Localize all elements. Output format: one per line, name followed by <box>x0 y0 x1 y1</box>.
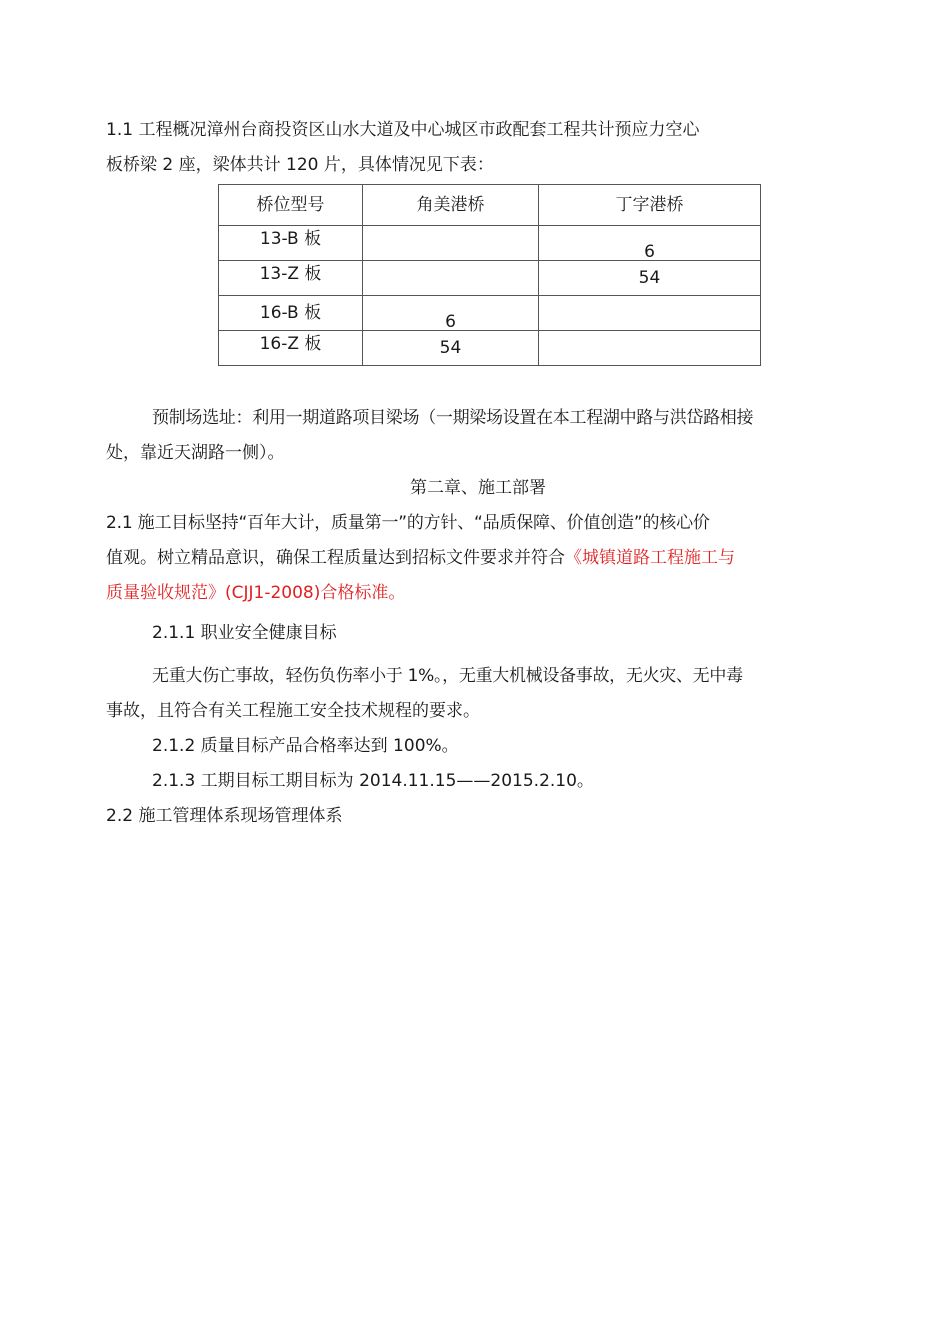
quality-goal: 2.1.2 质量目标产品合格率达到 100%。 <box>152 736 459 756</box>
standard-reference: 《城镇道路工程施工与 <box>565 548 735 568</box>
site-line-2: 处，靠近天湖路一侧）。 <box>106 443 285 463</box>
goal-text: 值观。树立精品意识，确保工程质量达到招标文件要求并符合 <box>106 548 565 568</box>
table-cell <box>363 226 539 261</box>
intro-line-1: 1.1 工程概况漳州台商投资区山水大道及中心城区市政配套工程共计预应力空心 <box>106 120 700 140</box>
header-cell: 角美港桥 <box>363 185 539 226</box>
table-cell: 16-B 板 <box>219 296 363 331</box>
goal-line-1: 2.1 施工目标坚持“百年大计，质量第一”的方针、“品质保障、价值创造”的核心价 <box>106 513 710 533</box>
table-cell: 6 <box>363 296 539 331</box>
table-cell: 54 <box>363 331 539 366</box>
bridge-beam-table <box>218 184 761 366</box>
table-cell <box>539 331 761 366</box>
intro-line-2: 板桥梁 2 座，梁体共计 120 片，具体情况见下表： <box>106 155 494 175</box>
table-cell: 6 <box>539 226 761 261</box>
management-system: 2.2 施工管理体系现场管理体系 <box>106 806 343 826</box>
table-header-row <box>219 185 761 226</box>
table-row <box>219 226 761 261</box>
schedule-goal: 2.1.3 工期目标工期目标为 2014.11.15——2015.2.10。 <box>152 771 594 791</box>
table-cell <box>539 296 761 331</box>
safety-title: 2.1.1 职业安全健康目标 <box>152 623 337 643</box>
table-cell: 16-Z 板 <box>219 331 363 366</box>
site-line-1: 预制场选址：利用一期道路项目梁场（一期梁场设置在本工程湖中路与洪岱路相接 <box>152 408 754 428</box>
table-cell: 13-B 板 <box>219 226 363 261</box>
table-row <box>219 296 761 331</box>
header-cell: 桥位型号 <box>219 185 363 226</box>
table-row <box>219 261 761 296</box>
header-cell: 丁字港桥 <box>539 185 761 226</box>
table-row <box>219 331 761 366</box>
goal-line-3: 质量验收规范》(CJJ1-2008)合格标准。 <box>106 583 406 603</box>
table-cell: 54 <box>539 261 761 296</box>
chapter-title: 第二章、施工部署 <box>410 478 546 498</box>
safety-line-1: 无重大伤亡事故，轻伤负伤率小于 1%。，无重大机械设备事故，无火灾、无中毒 <box>152 666 743 686</box>
table-cell: 13-Z 板 <box>219 261 363 296</box>
goal-line-2 <box>106 546 735 570</box>
safety-line-2: 事故，且符合有关工程施工安全技术规程的要求。 <box>106 701 480 721</box>
table-cell <box>363 261 539 296</box>
